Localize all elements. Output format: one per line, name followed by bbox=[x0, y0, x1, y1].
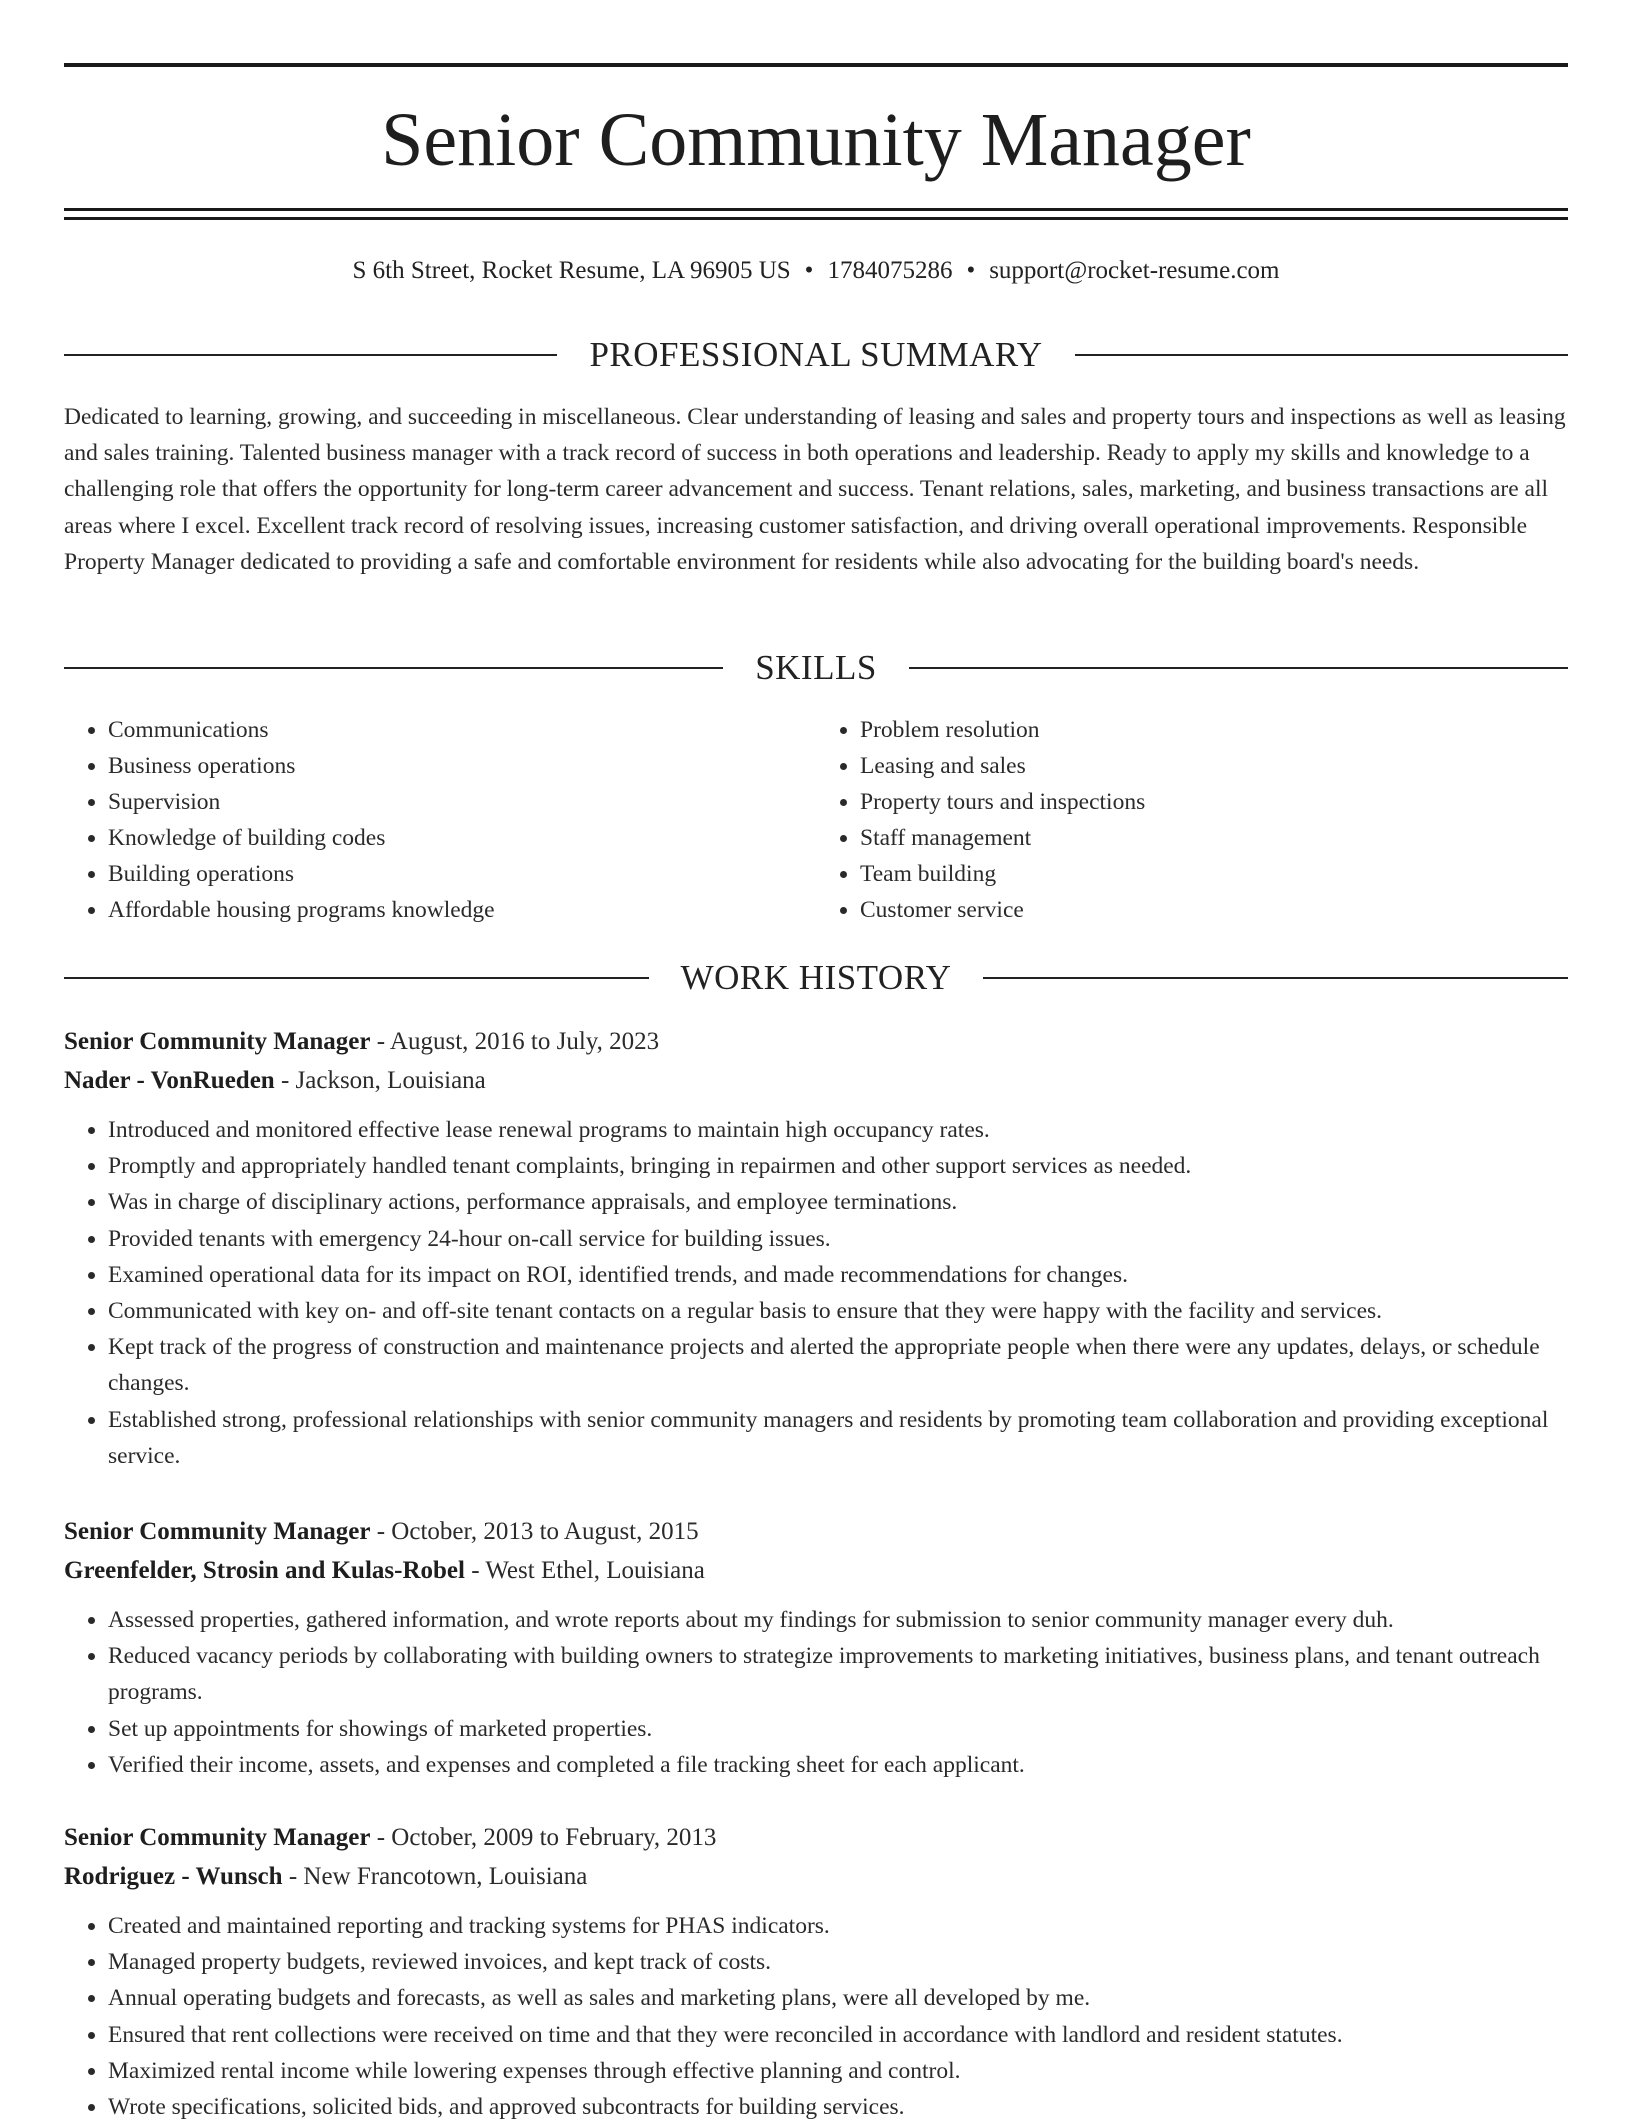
job-title: Senior Community Manager bbox=[64, 1824, 371, 1851]
bullet-separator: • bbox=[966, 257, 976, 284]
skill-item: • Problem resolution bbox=[860, 712, 1568, 748]
skill-item: • Property tours and inspections bbox=[860, 784, 1568, 820]
job-bullet: • Set up appointments for showings of marketed properties. bbox=[108, 1711, 1568, 1747]
summary-text: Dedicated to learning, growing, and succeeding in miscellaneous. Clear understanding of leasing and sales and property tours and inspections as well as leasing and sales training. Talented business manager with a track record of success in both operations and leadership. Ready to apply my skills and knowledge to a challenging role that offers the opportunity for long-term career advancement and success. Tenant relations, sales, marketing, and business transactions are all areas where I excel. Excellent track record of resolving issues, increasing customer satisfaction, and driving overall operational improvements. Responsible Property Manager dedicated to providing a safe and comfortable environment for residents while also advocating for the building board's needs. bbox=[64, 404, 1566, 575]
heading-rule bbox=[983, 977, 1568, 979]
job-entry bbox=[64, 1818, 1568, 2125]
address: S 6th Street, Rocket Resume, LA 96905 US bbox=[352, 257, 791, 284]
summary-heading-text: PROFESSIONAL SUMMARY bbox=[589, 335, 1043, 374]
job-location: - Jackson, Louisiana bbox=[274, 1067, 486, 1094]
job-bullet: • Managed property budgets, reviewed invoices, and kept track of costs. bbox=[108, 1944, 1568, 1980]
job-bullet: • Communicated with key on- and off-site tenant contacts on a regular basis to ensure that they were happy with the facility and services. bbox=[108, 1293, 1568, 1329]
job-company-line bbox=[64, 1551, 1568, 1590]
job-company: Nader - VonRueden bbox=[64, 1067, 275, 1094]
job-company-line bbox=[64, 1857, 1568, 1896]
job-title-line bbox=[64, 1512, 1568, 1551]
work-history-heading-text: WORK HISTORY bbox=[680, 958, 952, 997]
job-dates: - October, 2009 to February, 2013 bbox=[370, 1824, 717, 1851]
skill-item: • Business operations bbox=[108, 748, 816, 784]
job-location: - West Ethel, Louisiana bbox=[464, 1557, 705, 1584]
skill-item: • Supervision bbox=[108, 784, 816, 820]
job-bullet: • Provided tenants with emergency 24-hour on-call service for building issues. bbox=[108, 1221, 1568, 1257]
job-entry bbox=[64, 1022, 1568, 1474]
skills-column-left bbox=[64, 712, 816, 928]
job-bullet: • Created and maintained reporting and tracking systems for PHAS indicators. bbox=[108, 1908, 1568, 1944]
skill-item: • Affordable housing programs knowledge bbox=[108, 892, 816, 928]
skills-heading-text: SKILLS bbox=[755, 648, 877, 687]
job-bullet: • Assessed properties, gathered information, and wrote reports about my findings for submission to senior community manager every duh. bbox=[108, 1602, 1568, 1638]
skill-item: • Communications bbox=[108, 712, 816, 748]
job-bullets bbox=[64, 1602, 1568, 1783]
job-company-line bbox=[64, 1061, 1568, 1100]
skill-item: • Leasing and sales bbox=[860, 748, 1568, 784]
job-bullet: • Promptly and appropriately handled tenant complaints, bringing in repairmen and other support services as needed. bbox=[108, 1148, 1568, 1184]
job-bullet: • Annual operating budgets and forecasts, as well as sales and marketing plans, were all developed by me. bbox=[108, 1980, 1568, 2016]
skill-item: • Knowledge of building codes bbox=[108, 820, 816, 856]
skills-list bbox=[64, 712, 1568, 928]
email: support@rocket-resume.com bbox=[989, 257, 1280, 284]
heading-rule bbox=[1075, 354, 1568, 356]
heading-rule bbox=[909, 667, 1568, 669]
skill-item: • Team building bbox=[860, 856, 1568, 892]
summary-heading bbox=[64, 333, 1568, 377]
skills-heading bbox=[64, 646, 1568, 690]
heading-rule bbox=[64, 667, 723, 669]
job-bullet: • Maximized rental income while lowering expenses through effective planning and control. bbox=[108, 2053, 1568, 2089]
job-title-line bbox=[64, 1818, 1568, 1857]
job-dates: - August, 2016 to July, 2023 bbox=[370, 1028, 660, 1055]
bullet-separator: • bbox=[804, 257, 814, 284]
job-bullets bbox=[64, 1908, 1568, 2125]
job-bullet: • Kept track of the progress of construction and maintenance projects and alerted the appropriate people when there were any updates, delays, or schedule changes. bbox=[108, 1329, 1568, 1401]
job-bullet: • Reduced vacancy periods by collaborating with building owners to strategize improvements to marketing initiatives, business plans, and tenant outreach programs. bbox=[108, 1638, 1568, 1710]
job-title: Senior Community Manager bbox=[64, 1028, 371, 1055]
phone: 1784075286 bbox=[827, 257, 953, 284]
job-title-line bbox=[64, 1022, 1568, 1061]
job-title: Senior Community Manager bbox=[64, 1518, 371, 1545]
job-bullet: • Was in charge of disciplinary actions, performance appraisals, and employee terminations. bbox=[108, 1184, 1568, 1220]
job-bullet: • Wrote specifications, solicited bids, and approved subcontracts for building services. bbox=[108, 2089, 1568, 2125]
contact-line bbox=[64, 254, 1568, 288]
resume-title: Senior Community Manager bbox=[381, 98, 1251, 182]
job-bullet: • Established strong, professional relationships with senior community managers and residents by promoting team collaboration and providing exceptional service. bbox=[108, 1402, 1568, 1474]
title-double-rule bbox=[64, 208, 1568, 220]
job-dates: - October, 2013 to August, 2015 bbox=[370, 1518, 699, 1545]
job-bullet: • Examined operational data for its impact on ROI, identified trends, and made recommendations for changes. bbox=[108, 1257, 1568, 1293]
skills-column-right bbox=[816, 712, 1568, 928]
top-rule bbox=[64, 63, 1568, 67]
heading-rule bbox=[64, 354, 557, 356]
job-bullet: • Introduced and monitored effective lease renewal programs to maintain high occupancy rates. bbox=[108, 1112, 1568, 1148]
job-bullets bbox=[64, 1112, 1568, 1474]
skill-item: • Building operations bbox=[108, 856, 816, 892]
work-history-heading bbox=[64, 956, 1568, 1000]
heading-rule bbox=[64, 977, 649, 979]
job-company: Rodriguez - Wunsch bbox=[64, 1863, 283, 1890]
skill-item: • Staff management bbox=[860, 820, 1568, 856]
job-location: - New Francotown, Louisiana bbox=[282, 1863, 588, 1890]
job-bullet: • Verified their income, assets, and expenses and completed a file tracking sheet for each applicant. bbox=[108, 1747, 1568, 1783]
job-company: Greenfelder, Strosin and Kulas-Robel bbox=[64, 1557, 465, 1584]
job-entry bbox=[64, 1512, 1568, 1783]
job-bullet: • Ensured that rent collections were received on time and that they were reconciled in accordance with landlord and resident statutes. bbox=[108, 2017, 1568, 2053]
skill-item: • Customer service bbox=[860, 892, 1568, 928]
